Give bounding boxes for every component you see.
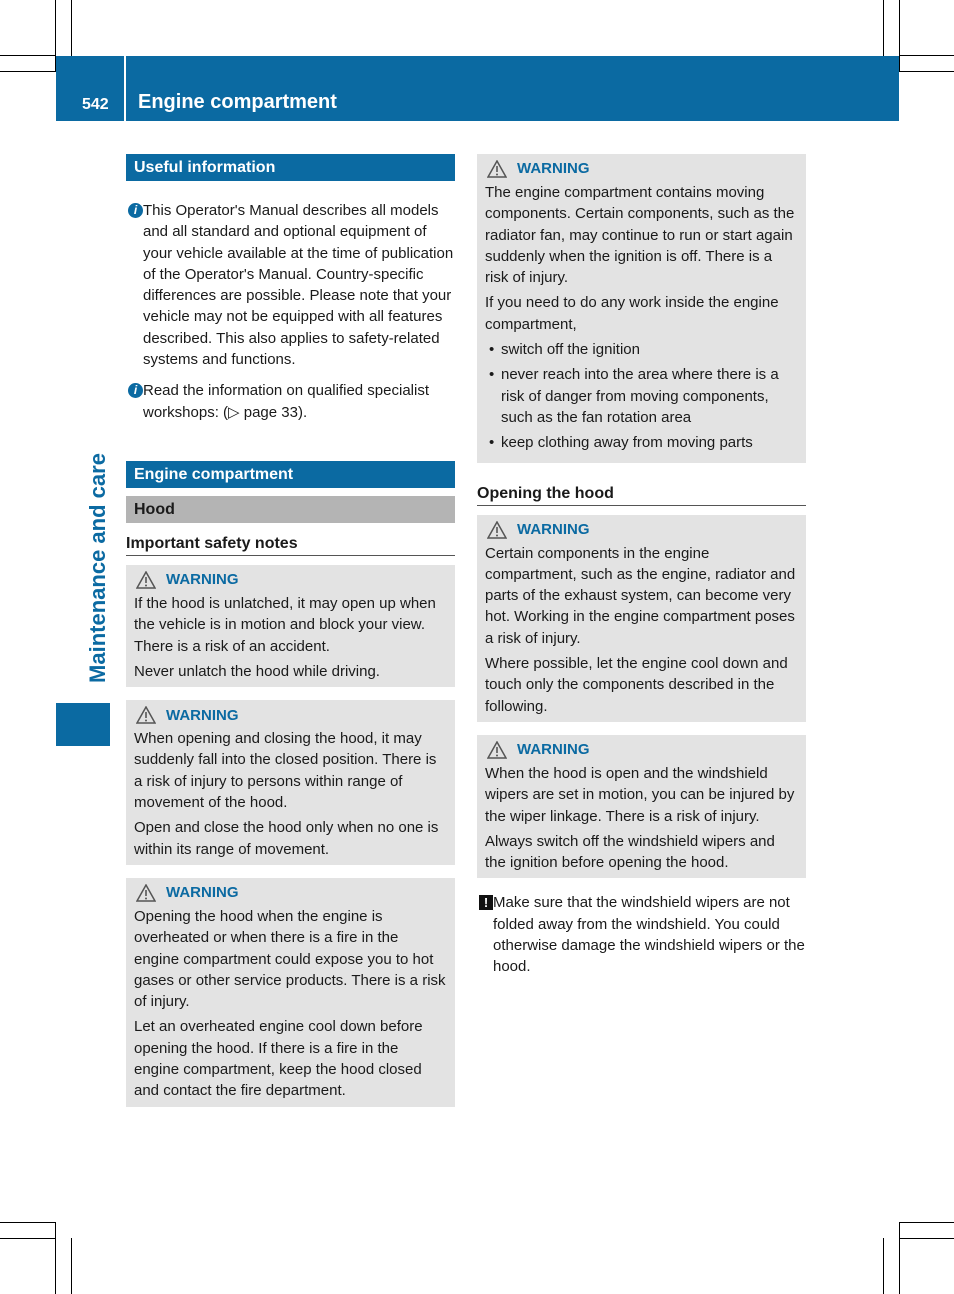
header-divider (124, 56, 126, 121)
note-paragraph (477, 892, 806, 977)
page-number: 542 (82, 96, 109, 113)
warning-text: If the hood is unlatched, it may open up when the vehicle is in motion and block your view. There is a risk of an accident. (134, 594, 436, 655)
crop-mark (0, 71, 56, 72)
exclamation-icon: ! (479, 895, 493, 910)
list-item: • keep clothing away from moving parts (485, 432, 798, 453)
warning-label: WARNING (517, 741, 590, 759)
note-text: Make sure that the windshield wipers are not folded away from the windshield. You could otherwise damage the windshield wipers or the hood. (493, 894, 805, 976)
crop-mark (883, 1238, 884, 1294)
warning-box (126, 700, 455, 865)
page-title: Engine compartment (138, 91, 337, 113)
warning-triangle-icon (136, 884, 156, 902)
warning-instruction: Open and close the hood only when no one is within its range of movement. (134, 819, 439, 858)
warning-label: WARNING (517, 160, 590, 178)
section-heading-useful-information: Useful information (126, 154, 455, 181)
warning-label: WARNING (166, 706, 239, 724)
crop-mark (71, 0, 72, 56)
warning-triangle-icon (487, 521, 507, 539)
warning-label: WARNING (166, 571, 239, 589)
subsection-heading-hood: Hood (126, 496, 455, 523)
info-icon: i (128, 203, 143, 218)
crop-mark (55, 1222, 56, 1294)
left-column (126, 154, 455, 1107)
info-paragraph (126, 200, 455, 370)
warning-instruction: Never unlatch the hood while driving. (134, 662, 380, 680)
warning-instruction: Where possible, let the engine cool down and touch only the components described in the following. (485, 655, 788, 715)
section-heading-engine-compartment: Engine compartment (126, 461, 455, 488)
warning-box (477, 735, 806, 878)
info-text-page-reference: Read the information on qualified specialist workshops: (▷ page 33). (143, 382, 430, 421)
chapter-side-tab: Maintenance and care (85, 453, 110, 683)
crop-mark (899, 1222, 900, 1294)
warning-header (134, 704, 447, 726)
warning-instruction: Let an overheated engine cool down before opening the hood. If there is a fire in the engine compartment, keep the hood closed and contact the fire department. (134, 1018, 423, 1100)
warning-bullet-list (485, 339, 798, 453)
crop-mark (0, 1222, 56, 1223)
heading-opening-the-hood: Opening the hood (477, 485, 806, 506)
warning-label: WARNING (517, 520, 590, 538)
warning-text: When the hood is open and the windshield wipers are set in motion, you can be injured by the wiper linkage. There is a risk of injury. (485, 764, 795, 825)
warning-triangle-icon (136, 706, 156, 724)
warning-box (126, 565, 455, 687)
warning-triangle-icon (487, 741, 507, 759)
list-item: • never reach into the area where there is a risk of danger from moving components, such as the fan rotation area (485, 364, 798, 428)
info-text: This Operator's Manual describes all models and all standard and optional equipment of your vehicle available at the time of publication of the Operator's Manual. Country-specific differences are possible. Please note that your vehicle may not be equipped with all features described. This also applies to safety-related systems and functions. (143, 202, 454, 369)
crop-mark (71, 1238, 72, 1294)
crop-mark (883, 0, 884, 56)
crop-mark (0, 55, 56, 56)
warning-label: WARNING (166, 884, 239, 902)
crop-mark (899, 1222, 954, 1223)
warning-box (126, 878, 455, 1107)
crop-mark (899, 1238, 954, 1239)
warning-header (134, 882, 447, 904)
warning-triangle-icon (136, 571, 156, 589)
warning-text: When opening and closing the hood, it may suddenly fall into the closed position. There is a risk of injury to persons within range of movement of the hood. (134, 730, 437, 812)
heading-important-safety-notes: Important safety notes (126, 535, 455, 556)
list-item: • switch off the ignition (485, 339, 798, 360)
warning-text: The engine compartment contains moving components. Certain components, such as the radiator fan, may continue to run or start again suddenly when the ignition is off. There is a risk of injury. (485, 184, 795, 287)
warning-header (485, 158, 798, 180)
warning-header (485, 739, 798, 761)
right-column (477, 154, 806, 978)
warning-box (477, 515, 806, 722)
chapter-marker (56, 703, 110, 746)
warning-box (477, 154, 806, 463)
warning-header (485, 519, 798, 541)
info-paragraph (126, 380, 455, 423)
info-icon: i (128, 383, 143, 398)
warning-text: Opening the hood when the engine is overheated or when there is a fire in the engine compartment could expose you to hot gases or other service products. There is a risk of injury. (134, 907, 446, 1011)
warning-text: Certain components in the engine compartment, such as the engine, radiator and parts of the exhaust system, can become very hot. Working in the engine compartment poses a risk of injury. (485, 544, 796, 647)
crop-mark (899, 55, 954, 56)
crop-mark (899, 0, 900, 71)
warning-header (134, 569, 447, 591)
crop-mark (899, 71, 954, 72)
warning-instruction: If you need to do any work inside the engine compartment, (485, 294, 779, 333)
crop-mark (0, 1238, 56, 1239)
warning-triangle-icon (487, 160, 507, 178)
warning-instruction: Always switch off the windshield wipers and the ignition before opening the hood. (485, 832, 775, 872)
